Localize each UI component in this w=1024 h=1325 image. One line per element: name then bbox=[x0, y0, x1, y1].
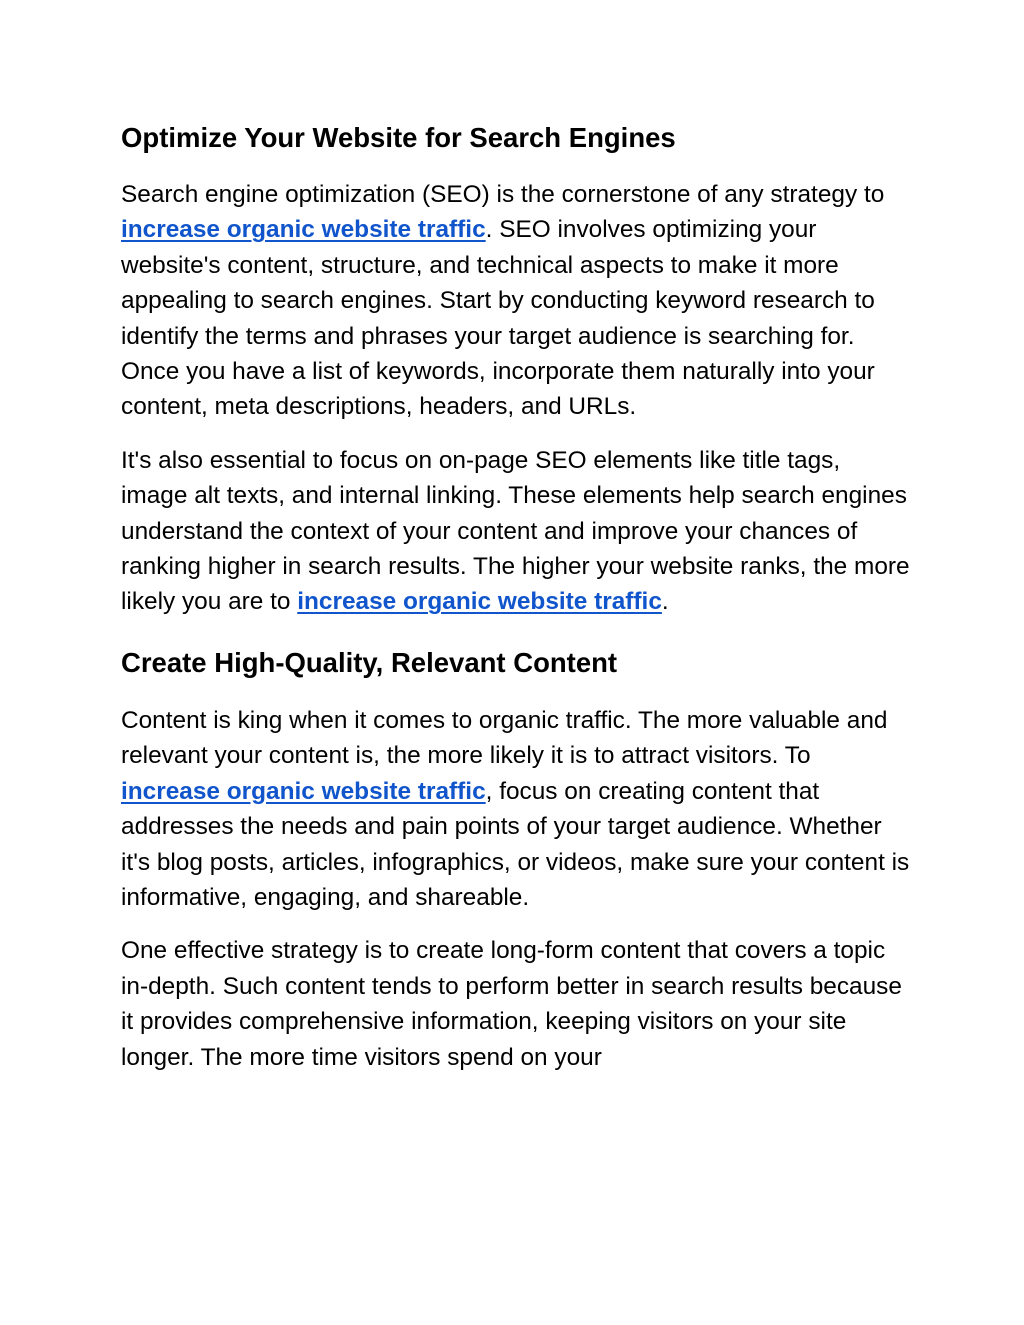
paragraph-text: , focus on creating content that addresses the needs and pain points of your target audience. Whether it's blog posts, articles, infographics, or videos, make sure your content is informative, engaging, and shareable. bbox=[121, 777, 910, 911]
paragraph-onpage-seo bbox=[121, 443, 911, 620]
section-heading-seo: Optimize Your Website for Search Engines bbox=[121, 122, 676, 153]
paragraph-seo-intro bbox=[121, 177, 911, 425]
section-heading-content: Create High-Quality, Relevant Content bbox=[121, 646, 618, 678]
document-page bbox=[121, 119, 911, 1075]
paragraph-long-form bbox=[121, 933, 911, 1075]
paragraph-text: It's also essential to focus on on-page SEO elements like title tags, image alt texts, and internal linking. These elements help search engines understand the context of your content and improve your chances of ranking higher in search results. The higher your website ranks, the more likely you are to bbox=[121, 446, 910, 616]
paragraph-text: Search engine optimization (SEO) is the cornerstone of any strategy to bbox=[121, 181, 885, 208]
paragraph-text: . SEO involves optimizing your website's content, structure, and technical aspects to make it more appealing to search engines. Start by conducting keyword research to identify the terms and phrases your target audience is searching for. Once you have a list of keywords, incorporate them naturally into your content, meta descriptions, headers, and URLs. bbox=[121, 216, 875, 421]
paragraph-text: . bbox=[661, 588, 669, 616]
paragraph-content-king bbox=[121, 703, 911, 915]
paragraph-text: Content is king when it comes to organic traffic. The more valuable and relevant your content is, the more likely it is to attract visitors. To bbox=[121, 706, 888, 770]
keyword-link[interactable]: increase organic website traffic bbox=[297, 588, 662, 616]
keyword-link[interactable]: increase organic website traffic bbox=[121, 777, 486, 805]
paragraph-text: One effective strategy is to create long-form content that covers a topic in-depth. Such content tends to perform better in search results because it provides comprehensive information, keeping visitors on your site longer. The more time visitors spend on your bbox=[121, 937, 902, 1071]
keyword-link[interactable]: increase organic website traffic bbox=[121, 216, 486, 244]
